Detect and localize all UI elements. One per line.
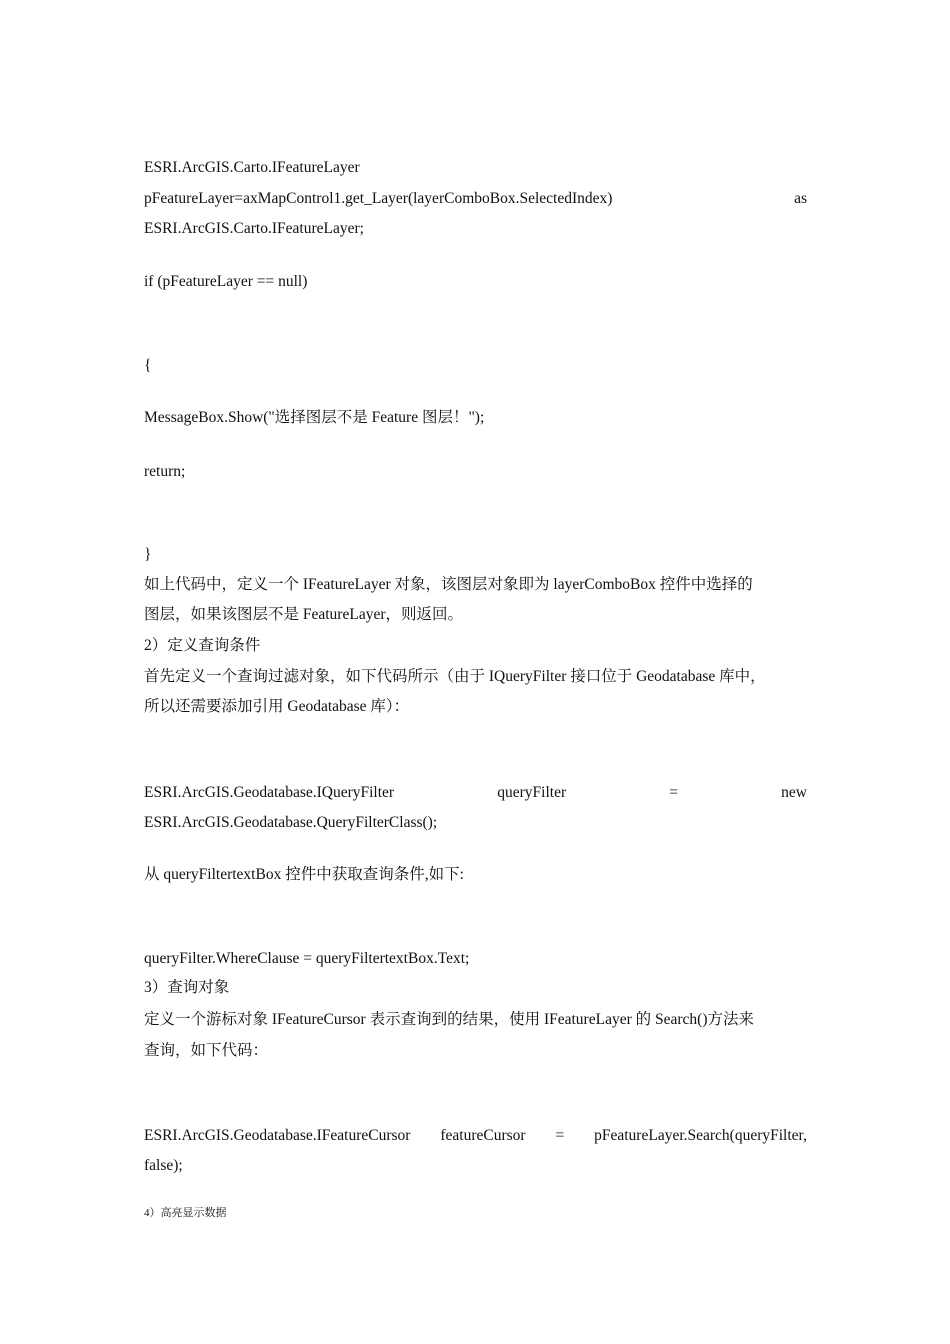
section-heading-2: 2）定义查询条件 xyxy=(144,637,261,654)
code-token: = xyxy=(555,1127,565,1144)
code-token: new xyxy=(781,784,807,801)
code-line-declare-type: ESRI.ArcGIS.Carto.IFeatureLayer xyxy=(144,159,360,176)
paragraph-line: 从 queryFiltertextBox 控件中获取查询条件,如下: xyxy=(144,866,464,883)
code-line-return: return; xyxy=(144,463,186,480)
code-token: as xyxy=(794,190,807,207)
paragraph-line: 如上代码中，定义一个 IFeatureLayer 对象，该图层对象即为 layerComboBox 控件中选择的 xyxy=(144,576,753,593)
paragraph-line: 查询，如下代码： xyxy=(144,1042,269,1059)
code-line-feature-cursor xyxy=(144,1126,807,1146)
paragraph-line: 定义一个游标对象 IFeatureCursor 表示查询到的结果，使用 IFeatureLayer 的 Search()方法来 xyxy=(144,1011,754,1028)
paragraph-line: 首先定义一个查询过滤对象，如下代码所示（由于 IQueryFilter 接口位于 Geodatabase 库中， xyxy=(144,668,766,685)
code-token: pFeatureLayer=axMapControl1.get_Layer(layerComboBox.SelectedIndex) xyxy=(144,190,613,207)
code-line-where-clause: queryFilter.WhereClause = queryFiltertextBox.Text; xyxy=(144,950,470,967)
code-token: featureCursor xyxy=(440,1127,526,1144)
code-line-get-layer xyxy=(144,189,807,209)
code-line-close-brace: } xyxy=(144,546,152,563)
code-token: queryFilter xyxy=(497,784,567,801)
code-line-query-filter-class: ESRI.ArcGIS.Geodatabase.QueryFilterClass(); xyxy=(144,814,438,831)
code-line-if-null: if (pFeatureLayer == null) xyxy=(144,273,308,290)
code-line-messagebox: MessageBox.Show("选择图层不是 Feature 图层！"); xyxy=(144,409,485,426)
code-line-query-filter xyxy=(144,783,807,803)
section-heading-3: 3）查询对象 xyxy=(144,979,230,996)
paragraph-line: 图层，如果该图层不是 FeatureLayer，则返回。 xyxy=(144,606,463,623)
code-line-false: false); xyxy=(144,1157,183,1174)
code-token: = xyxy=(669,784,678,801)
code-token: pFeatureLayer.Search(queryFilter, xyxy=(594,1127,807,1144)
code-line-open-brace: { xyxy=(144,357,152,374)
section-heading-4: 4）高亮显示数据 xyxy=(144,1207,227,1219)
code-token: ESRI.ArcGIS.Geodatabase.IFeatureCursor xyxy=(144,1127,411,1144)
code-line-cast-type: ESRI.ArcGIS.Carto.IFeatureLayer; xyxy=(144,220,364,237)
paragraph-line: 所以还需要添加引用 Geodatabase 库）： xyxy=(144,698,410,715)
code-token: ESRI.ArcGIS.Geodatabase.IQueryFilter xyxy=(144,784,395,801)
